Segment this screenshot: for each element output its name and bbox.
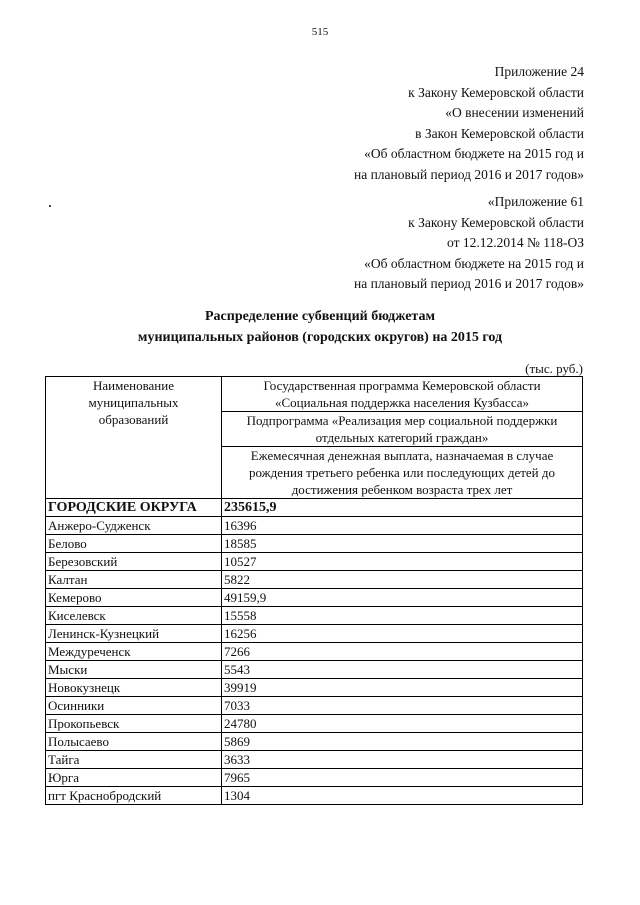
municipality-name-cell: Междуреченск [46, 643, 222, 661]
amount-cell: 5822 [222, 571, 583, 589]
program-line: «Социальная поддержка населения Кузбасса» [274, 395, 530, 410]
appendix-24-line: «О внесении изменений [445, 105, 584, 120]
table-row [46, 769, 583, 787]
header-name-line: образований [98, 412, 169, 427]
table-row [46, 517, 583, 535]
municipality-name-cell: Юрга [46, 769, 222, 787]
municipality-name-cell: Новокузнецк [46, 679, 222, 697]
measure-line: рождения третьего ребенка или последующих детей до [248, 465, 555, 480]
table-row [46, 625, 583, 643]
title-line: Распределение субвенций бюджетам [205, 309, 435, 324]
amount-cell: 24780 [222, 715, 583, 733]
appendix-24-line: к Закону Кемеровской области [408, 84, 584, 100]
amount-cell: 5543 [222, 661, 583, 679]
total-name-cell: ГОРОДСКИЕ ОКРУГА [46, 499, 222, 517]
appendix-61-block [354, 192, 584, 295]
appendix-61-line: «Приложение 61 [487, 194, 584, 209]
municipality-name-cell: Березовский [46, 553, 222, 571]
municipality-name-cell: Белово [46, 535, 222, 553]
table-header-row [46, 377, 583, 412]
header-name-cell [46, 377, 222, 499]
appendix-61-line: к Закону Кемеровской области [408, 214, 584, 230]
units-label: (тыс. руб.) [525, 361, 583, 376]
subprogram-line: Подпрограмма «Реализация мер социальной поддержки [246, 413, 558, 428]
table-row [46, 553, 583, 571]
table-row [46, 733, 583, 751]
municipality-name-cell: Тайга [46, 751, 222, 769]
document-title [0, 306, 640, 348]
page-number: 515 [311, 26, 329, 38]
table-row [46, 607, 583, 625]
municipality-name-cell: Калтан [46, 571, 222, 589]
measure-line: достижения ребенком возраста трех лет [291, 482, 513, 497]
title-line: муниципальных районов (городских округов) на 2015 год [137, 330, 503, 345]
measure-line: Ежемесячная денежная выплата, назначаемая в случае [250, 448, 554, 463]
header-name-line: Наименование [93, 378, 174, 393]
municipality-name-cell: Анжеро-Судженск [46, 517, 222, 535]
amount-cell: 7266 [222, 643, 583, 661]
amount-cell: 1304 [222, 787, 583, 805]
header-name-line: муниципальных [88, 395, 179, 410]
table-row [46, 697, 583, 715]
total-value-cell: 235615,9 [222, 499, 583, 517]
program-line: Государственная программа Кемеровской области [263, 378, 541, 393]
amount-cell: 10527 [222, 553, 583, 571]
municipality-name-cell: Киселевск [46, 607, 222, 625]
table-row [46, 643, 583, 661]
header-measure-cell [222, 447, 583, 499]
municipality-name-cell: Полысаево [46, 733, 222, 751]
scan-speck [49, 205, 51, 207]
amount-cell: 7965 [222, 769, 583, 787]
amount-cell: 7033 [222, 697, 583, 715]
amount-cell: 16256 [222, 625, 583, 643]
amount-cell: 5869 [222, 733, 583, 751]
table-row [46, 661, 583, 679]
subvention-table [45, 376, 583, 805]
table-row [46, 535, 583, 553]
appendix-61-line: от 12.12.2014 № 118-ОЗ [447, 235, 584, 250]
appendix-24-line: Приложение 24 [494, 64, 584, 79]
total-row [46, 499, 583, 517]
table-row [46, 751, 583, 769]
amount-cell: 15558 [222, 607, 583, 625]
municipality-name-cell: Мыски [46, 661, 222, 679]
municipality-name-cell: Прокопьевск [46, 715, 222, 733]
appendix-24-line: «Об областном бюджете на 2015 год и [364, 146, 584, 161]
amount-cell: 39919 [222, 679, 583, 697]
appendix-24-block [354, 62, 584, 185]
appendix-61-line: на плановый период 2016 и 2017 годов» [353, 276, 584, 291]
subprogram-line: отдельных категорий граждан» [315, 430, 489, 445]
municipality-name-cell: пгт Краснобродский [46, 787, 222, 805]
header-subprogram-cell [222, 412, 583, 447]
table-row [46, 679, 583, 697]
appendix-24-line: в Закон Кемеровской области [415, 125, 584, 141]
amount-cell: 16396 [222, 517, 583, 535]
amount-cell: 49159,9 [222, 589, 583, 607]
table-row [46, 715, 583, 733]
amount-cell: 18585 [222, 535, 583, 553]
header-program-cell [222, 377, 583, 412]
municipality-name-cell: Ленинск-Кузнецкий [46, 625, 222, 643]
appendix-61-line: «Об областном бюджете на 2015 год и [364, 255, 584, 271]
amount-cell: 3633 [222, 751, 583, 769]
table-row [46, 589, 583, 607]
table-row [46, 571, 583, 589]
municipality-name-cell: Кемерово [46, 589, 222, 607]
municipality-name-cell: Осинники [46, 697, 222, 715]
appendix-24-line: на плановый период 2016 и 2017 годов» [353, 166, 584, 182]
table-row [46, 787, 583, 805]
